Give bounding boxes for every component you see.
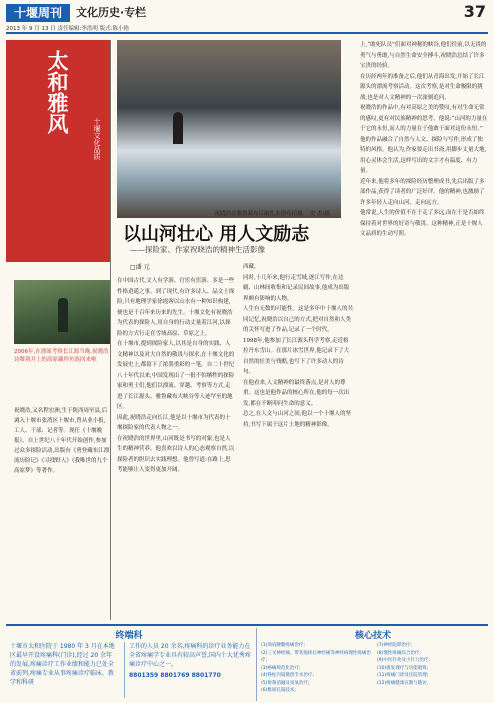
paragraph: 总之,在人文与山河之间,他以一个十堰人的坚持,书写下属于这片土地的精神影像。 bbox=[243, 411, 351, 428]
article-column-2 bbox=[243, 262, 353, 616]
paragraph: 在祝晓浩的世界里,山河既是书写的对象,也是人生的精神营养。他喜欢以诗人的心态观察自然,以探险者的胆识去实践理想。他曾写道:在路上,思考能够让人变得更加开阔。 bbox=[117, 435, 235, 473]
masthead-badge: 十堰周刊 bbox=[6, 4, 70, 22]
tech-list-item: (9)中医针灸及小针刀治疗; bbox=[377, 658, 430, 663]
footer-left-title: 终端科 bbox=[115, 631, 143, 641]
author-figure bbox=[58, 298, 68, 332]
paragraph: 因此,祝晓浩走向长江,他是以十堰市为代表的十堰探险家的代表人物之一。 bbox=[117, 414, 231, 431]
column-subtitle: 十堰文化品质 bbox=[93, 118, 101, 160]
paragraph: 在十堰市,提到探险家人,以其是自身的实践、人文精神以及对大自然的敬畏与探求,在十堰文化的发展史上,都留下了浓墨重彩的一笔。自二十世纪八十年代以来,中国发现出了一批不怕牺牲的探险家和勇士们,他们以漂流、穿越、考察等方式,走进了长江源头、雅鲁藏布大峡谷等人迹罕至的地区。 bbox=[117, 341, 235, 410]
paragraph: 在中国古代,文人有学游、官宦有宦游、多是一些性格逍遥之事。到了现代,有许多诗人、品文士探险,只有地理学家徐霞客以山水有一种知识构建,便也是千百年来历来的先生。十堰文化有祝晓浩为代表的探险人,用自身的行动丈量着江河,以探险的方式行走在雪域高原、草原之上。 bbox=[117, 278, 235, 337]
footer-phone-numbers: 8801359 8801769 8801770 bbox=[129, 672, 221, 679]
paragraph: 人生有无数的可能性。这是多年中十堰人的共同记忆,祝晓浩以自己的方式,把对自然和人类的关怀写进了作品,记录了一个时代。 bbox=[243, 306, 353, 333]
author-photo-caption: 2006年,在漂流考察长江源当晚,祝晓浩诗舞剑并上的高原藏羚鱼族回来啦 bbox=[14, 349, 109, 363]
footer-left-panel bbox=[6, 628, 252, 701]
column-banner bbox=[6, 40, 110, 262]
section-title: 文化历史·专栏 bbox=[76, 6, 147, 19]
footer-left-box bbox=[124, 642, 253, 698]
article-headline: 以山河壮心 用人文励志 bbox=[123, 224, 310, 245]
main-photo bbox=[117, 40, 341, 218]
column-title: 太和雅风 bbox=[45, 50, 70, 134]
tech-list-item: (7)神经阻滞治疗; bbox=[377, 643, 412, 648]
tech-list-item: (12)疼痛健康宣教与随访。 bbox=[377, 680, 432, 686]
tech-list-item: (6)椎间孔镜技术; bbox=[261, 688, 296, 693]
tech-list-item: (2)三叉神经痛、带状疱疹后神经痛等神经病理性疼痛治疗; bbox=[261, 650, 371, 663]
tech-list-item: (5)射频消融及臭氧治疗; bbox=[261, 680, 310, 686]
paragraph: 近年来,他将多年的探险经历整理成书,先后出版了多部作品,获得了读者的广泛好评。他的精神,也激励了许多年轻人走向山河、走向远方。 bbox=[360, 178, 485, 206]
footer-right-panel bbox=[256, 628, 489, 701]
paragraph: 他常说,人生的价值不在于走了多远,而在于是否始终保持着对世界的好奇与敬畏。这种精神,正是十堰人文品质的生动写照。 bbox=[360, 210, 485, 237]
footer-ad bbox=[6, 624, 488, 701]
page-number: 37 bbox=[463, 2, 486, 21]
column-divider bbox=[110, 40, 111, 620]
paragraph: 上,“敢死队员”们面对神秘的峡谷,他们往前,以无畏的勇气与勇敢,与自然生命安全搏斗,祝晓浩总结了许多宝贵的经验。 bbox=[360, 42, 487, 69]
article-byline: □潘 元 bbox=[130, 264, 150, 271]
masthead-rule bbox=[6, 32, 488, 34]
paragraph: 祝晓浩的作品中,有对高原之美的赞叹,有对生命无常的感叹,更有对民族精神的思考。他说:“山河的力量在于它的永恒,而人的力量在于他敢于面对这份永恒。” bbox=[360, 105, 488, 132]
paragraph: 同时,十几年来,他行走雪域,逐江写作,在边疆、山林间收集和记录民间故事,他成为出版界颇有影响的人物。 bbox=[243, 274, 350, 302]
tech-list-item: (11)疼痛门诊及住院管理; bbox=[377, 673, 429, 678]
author-bio: 祝晓浩,又名程宏洲,生于陕西周至县,后调入十堰市张湾区十堰市,曾从业小报,工人、干部、记者等。现任《十堰晚报》。自上世纪八十年代开始创作,参加过众多探险活动,出版有《勇登藏布江漂流历险记》《寻找野人》《我唯世的九个高原梦》等著作。 bbox=[14, 408, 110, 474]
footer-left-box-text: 工作的人员 20 余名,疼痛科的诊疗业务能力在全省疼痛学专业具有较高声誉,国内十大优秀疼痛诊疗中心之一。 bbox=[129, 643, 251, 668]
article-deck: ——探险家、作家祝晓浩的精神生活影像 bbox=[130, 245, 265, 254]
footer-right-title: 核心技术 bbox=[354, 631, 391, 641]
article-column-3 bbox=[360, 40, 488, 620]
paragraph: 在他看来,人文精神的最终落点,是对人的尊重。这也是他作品的核心所在,他的每一次出发,都在不断叩问生命的意义。 bbox=[243, 379, 350, 407]
tech-list-item: (10)康复理疗与功能锻炼; bbox=[377, 665, 429, 671]
author-photo bbox=[14, 280, 110, 344]
left-column bbox=[6, 40, 110, 620]
article-column-1 bbox=[117, 276, 235, 616]
main-photo-caption: 祝晓浩在雅鲁藏布江破扎木漂布拍摄。 史 杰/摄 bbox=[214, 211, 330, 217]
tech-list-item: (1)颈肩腰腿疼痛治疗; bbox=[261, 643, 305, 648]
explorer-figure bbox=[173, 112, 183, 144]
paragraph: 1998年,他参加了长江源头科学考察,走近格拉丹东雪山。在那片冰雪世界,他记录下了大自然的壮美与残酷,也写下了许多动人的诗句。 bbox=[243, 337, 350, 375]
paragraph: 西藏。 bbox=[243, 264, 260, 270]
footer-left-text: 十堰市太和医院于 1980 年 3 月在本地区最早开设疼痛科(门诊),经过 20 余年的发展,疼痛诊疗工作业绩和能力已处全省前列,疼痛专业从事疼痛诊疗临床、教学和科研 bbox=[10, 643, 115, 686]
tech-list bbox=[261, 642, 487, 695]
masthead bbox=[0, 0, 494, 34]
paragraph: 他的作品融合了自然与人文、探险与写作,形成了独特的风格。他认为,作家要走出书斋,用脚步丈量大地,用心灵体会生活,这样写出的文字才有温度、有力量。 bbox=[360, 136, 487, 174]
dateline: 2013 年 9 月 13 日 责任编辑:李洪明 版式:陈小艳 bbox=[6, 26, 129, 32]
tech-list-item: (8)慢性疼痛综合治疗; bbox=[377, 650, 421, 656]
tech-list-item: (3)癌痛规范化治疗; bbox=[261, 665, 301, 671]
tech-list-item: (4)脊柱内镜微创手术治疗; bbox=[261, 673, 314, 678]
paragraph: 在历经两年的准备之后,他们从青海出发,开始了长江源头的漂流考察活动。这次考察,是对生命极限的挑战,也是对人文精神的一次深刻追问。 bbox=[360, 73, 485, 101]
